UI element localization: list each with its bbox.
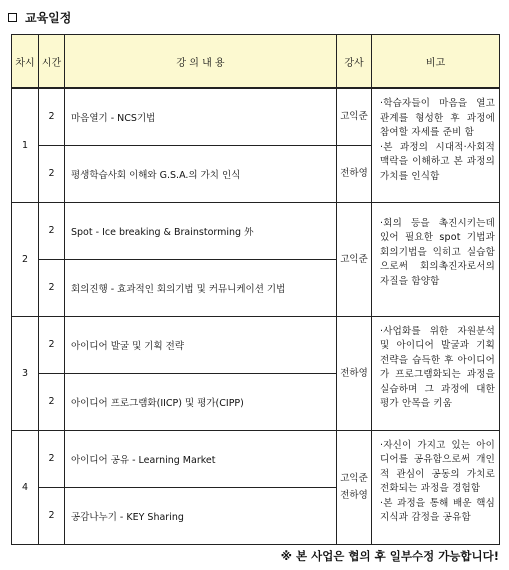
table-header-row xyxy=(12,35,500,89)
content-cell: 아이디어 발굴 및 기획 전략 xyxy=(65,316,337,373)
table-row xyxy=(12,202,500,259)
note-cell xyxy=(372,316,500,430)
header-note: 비고 xyxy=(372,35,500,89)
content-cell: 아이디어 프로그램화(IICP) 및 평가(CIPP) xyxy=(65,373,337,430)
session-cell: 2 xyxy=(12,202,39,316)
lecturer-cell: 고익준 xyxy=(337,88,372,145)
content-cell: 아이디어 공유 - Learning Market xyxy=(65,430,337,487)
note-text: ·사업화를 위한 자원분석 및 아이디어 발굴과 기획 전략을 습득한 후 아이디어가 프로그램화되는 과정을 실습하며 그 과정에 대한 평가 안목을 키움 xyxy=(380,325,495,409)
lecturer-cell: 전하영 xyxy=(337,316,372,430)
note-text: ·학습자들이 마음을 열고 관계를 형성한 후 과정에 참여할 자세를 준비 함 ·본 과정의 시대적·사회적 맥락을 이해하고 본 과정의 가치를 인식함 xyxy=(380,98,495,182)
header-session: 차시 xyxy=(12,35,39,89)
section-title-text: 교육일정 xyxy=(25,11,72,25)
note-cell xyxy=(372,202,500,316)
session-cell: 4 xyxy=(12,430,39,544)
table-row xyxy=(12,430,500,487)
hours-cell: 2 xyxy=(39,202,65,259)
content-cell: 평생학습사회 이해와 G.S.A.의 가치 인식 xyxy=(65,145,337,202)
section-title xyxy=(8,9,71,26)
header-hours: 시간 xyxy=(39,35,65,89)
header-lecturer: 강사 xyxy=(337,35,372,89)
session-cell: 3 xyxy=(12,316,39,430)
hours-cell: 2 xyxy=(39,487,65,544)
note-cell xyxy=(372,88,500,202)
content-cell: 마음열기 - NCS기법 xyxy=(65,88,337,145)
hours-cell: 2 xyxy=(39,145,65,202)
content-cell: Spot - Ice breaking & Brainstorming 外 xyxy=(65,202,337,259)
square-bullet-icon xyxy=(8,13,17,22)
hours-cell: 2 xyxy=(39,88,65,145)
session-cell: 1 xyxy=(12,88,39,202)
table-row xyxy=(12,316,500,373)
footer-note: ※ 본 사업은 협의 후 일부수정 가능합니다! xyxy=(280,549,499,563)
note-text: ·회의 등을 촉진시키는데 있어 필요한 spot 기법과 회의기법을 익히고 실습함으로써 회의촉진자로서의 자질을 함양함 xyxy=(380,217,495,287)
hours-cell: 2 xyxy=(39,373,65,430)
note-text: ·자신이 가지고 있는 아이디어를 공유함으로써 개인적 관심이 공동의 가치로 전화되는 과정을 경험함 ·본 과정을 통해 배운 핵심지식과 감정을 공유함 xyxy=(380,439,495,523)
hours-cell: 2 xyxy=(39,259,65,316)
hours-cell: 2 xyxy=(39,430,65,487)
lecturer-cell: 전하영 xyxy=(337,145,372,202)
lecturer-text: 고익준 전하영 xyxy=(340,473,368,501)
hours-cell: 2 xyxy=(39,316,65,373)
header-content: 강 의 내 용 xyxy=(65,35,337,89)
note-cell xyxy=(372,430,500,544)
lecturer-cell: 고익준 xyxy=(337,202,372,316)
table-row xyxy=(12,88,500,145)
schedule-table xyxy=(11,34,500,545)
content-cell: 공감나누기 - KEY Sharing xyxy=(65,487,337,544)
content-cell: 회의진행 - 효과적인 회의기법 및 커뮤니케이션 기법 xyxy=(65,259,337,316)
lecturer-cell xyxy=(337,430,372,544)
